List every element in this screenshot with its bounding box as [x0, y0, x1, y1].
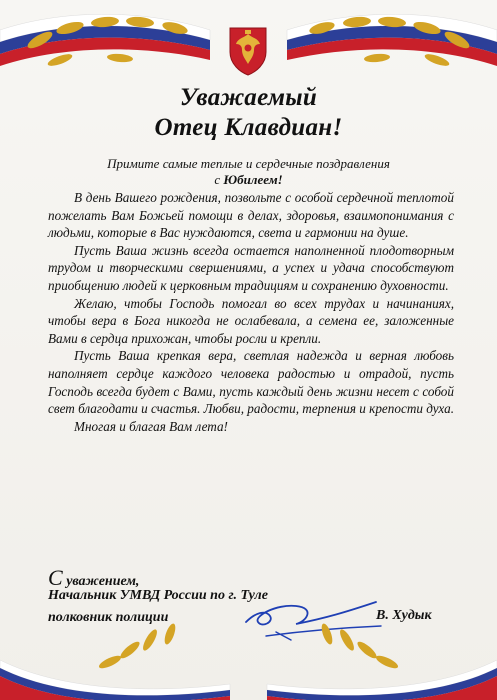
bottom-left-laurel: [97, 622, 177, 670]
paragraph-2: Пусть Ваша жизнь всегда остается наполненной плодотворным трудом и творческими свершениями, а успех и удача способствуют приобщению людей к церковным традициям и сохранению духовности.: [48, 242, 454, 293]
letter-title-line2: Отец Клавдиан!: [154, 114, 343, 141]
signer-position: Начальник УМВД России по г. Туле: [48, 588, 268, 603]
paragraph-4: Пусть Ваша крепкая вера, светлая надежда и верная любовь наполняет сердце каждого человека радостью и отрадой, пусть Господь всегда будет с Вами, пусть каждый день жизни несет с собой свет благодати и счастья. Любви, радости, терпения и крепости духа.: [48, 348, 454, 417]
regards-initial: С: [48, 565, 63, 590]
letter-subtitle: [0, 156, 497, 188]
regards-text: уважением,: [62, 574, 140, 589]
paragraph-5: Многая и благая Вам лета!: [74, 418, 228, 434]
paragraph-3: Желаю, чтобы Господь помогал во всех трудах и начинаниях, чтобы вера в Бога никогда не ослабевала, а семена ее, заложенные Вами в сердца прихожан, чтобы росли и крепли.: [48, 295, 454, 346]
subtitle-line2: [0, 172, 497, 188]
russian-coat-of-arms-icon: [224, 22, 272, 76]
letter-title-line1: Уважаемый: [179, 84, 318, 111]
signer-name: В. Худык: [376, 608, 432, 623]
bottom-left-ribbon: [0, 660, 230, 700]
letter-body: [48, 189, 454, 435]
paragraph-1: В день Вашего рождения, позвольте с особой сердечной теплотой пожелать Вам Божьей помощи в делах, здоровья, взаимопонимания с людьми, которые в Вас нуждаются, света и гармонии на душе.: [48, 190, 454, 241]
subtitle-jubilee: Юбилеем!: [223, 172, 283, 187]
bottom-right-ribbon: [267, 660, 497, 700]
bottom-right-laurel: [319, 622, 399, 670]
subtitle-line1: Примите самые теплые и сердечные поздравления: [107, 156, 390, 171]
signer-rank: полковник полиции: [48, 610, 169, 625]
subtitle-prefix: с: [214, 172, 224, 187]
bottom-ribbon-decoration: [0, 620, 497, 700]
